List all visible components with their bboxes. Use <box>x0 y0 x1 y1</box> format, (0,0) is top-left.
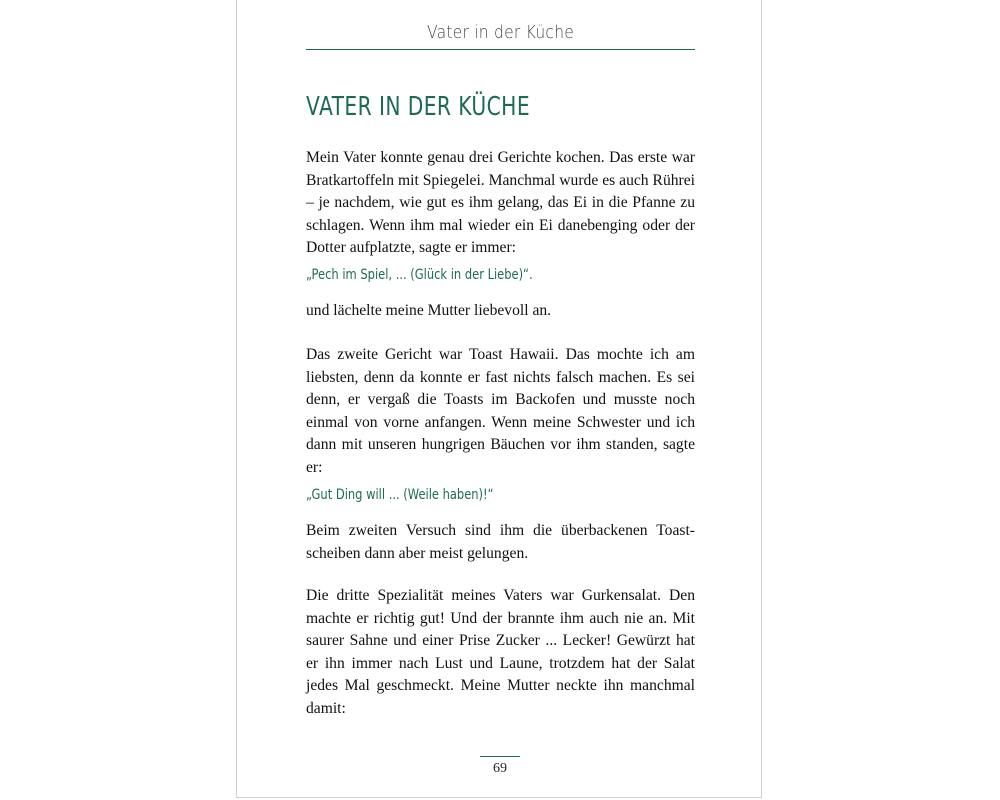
paragraph-5: Die dritte Spezialität meines Vaters war Gurkensalat. Den machte er richtig gut! Und der brannte ihm auch nie an. Mit saurer Sahne und einer Prise Zucker ... Lecker! Gewürzt hat er ihn immer nach Lust und Laune, trotzdem hat der Salat jedes Mal geschmeckt. Meine Mutter neckte ihn manchmal damit: <box>306 587 695 717</box>
page-number-rule <box>480 756 520 757</box>
paragraph-4: Beim zweiten Versuch sind ihm die überbackenen Toastscheiben dann aber meist gelungen. <box>306 522 695 562</box>
quote-1: „Pech im Spiel, ... (Glück in der Liebe)“. <box>306 267 533 283</box>
paragraph-2: und lächelte meine Mutter liebevoll an. <box>306 302 552 319</box>
paragraph-1: Mein Vater konnte genau drei Gerichte kochen. Das erste war Bratkartoffeln mit Spiegelei. Manchmal wurde es auch Rührei – je nachdem, wie gut es ihm gelang, das Ei in die Pfanne zu schlagen. Wenn ihm mal wieder ein Ei danebenging oder der Dotter aufplatzte, sagte er immer: <box>306 149 695 257</box>
paragraph-3: Das zweite Gericht war Toast Hawaii. Das mochte ich am liebsten, denn da konnte er fast nichts falsch machen. Es sei denn, er vergaß die Toasts im Backofen und musste noch einmal von vorne anfangen. Wenn meine Schwester und ich dann mit unseren hungrigen Bäuchen vor ihm standen, sagte er: <box>306 346 695 476</box>
running-header: Vater in der Küche <box>426 22 575 43</box>
chapter-title: VATER IN DER KÜCHE <box>306 92 531 122</box>
page-number: 69 <box>493 761 507 776</box>
quote-2: „Gut Ding will ... (Weile haben)!“ <box>306 487 494 503</box>
header-divider <box>306 49 695 50</box>
